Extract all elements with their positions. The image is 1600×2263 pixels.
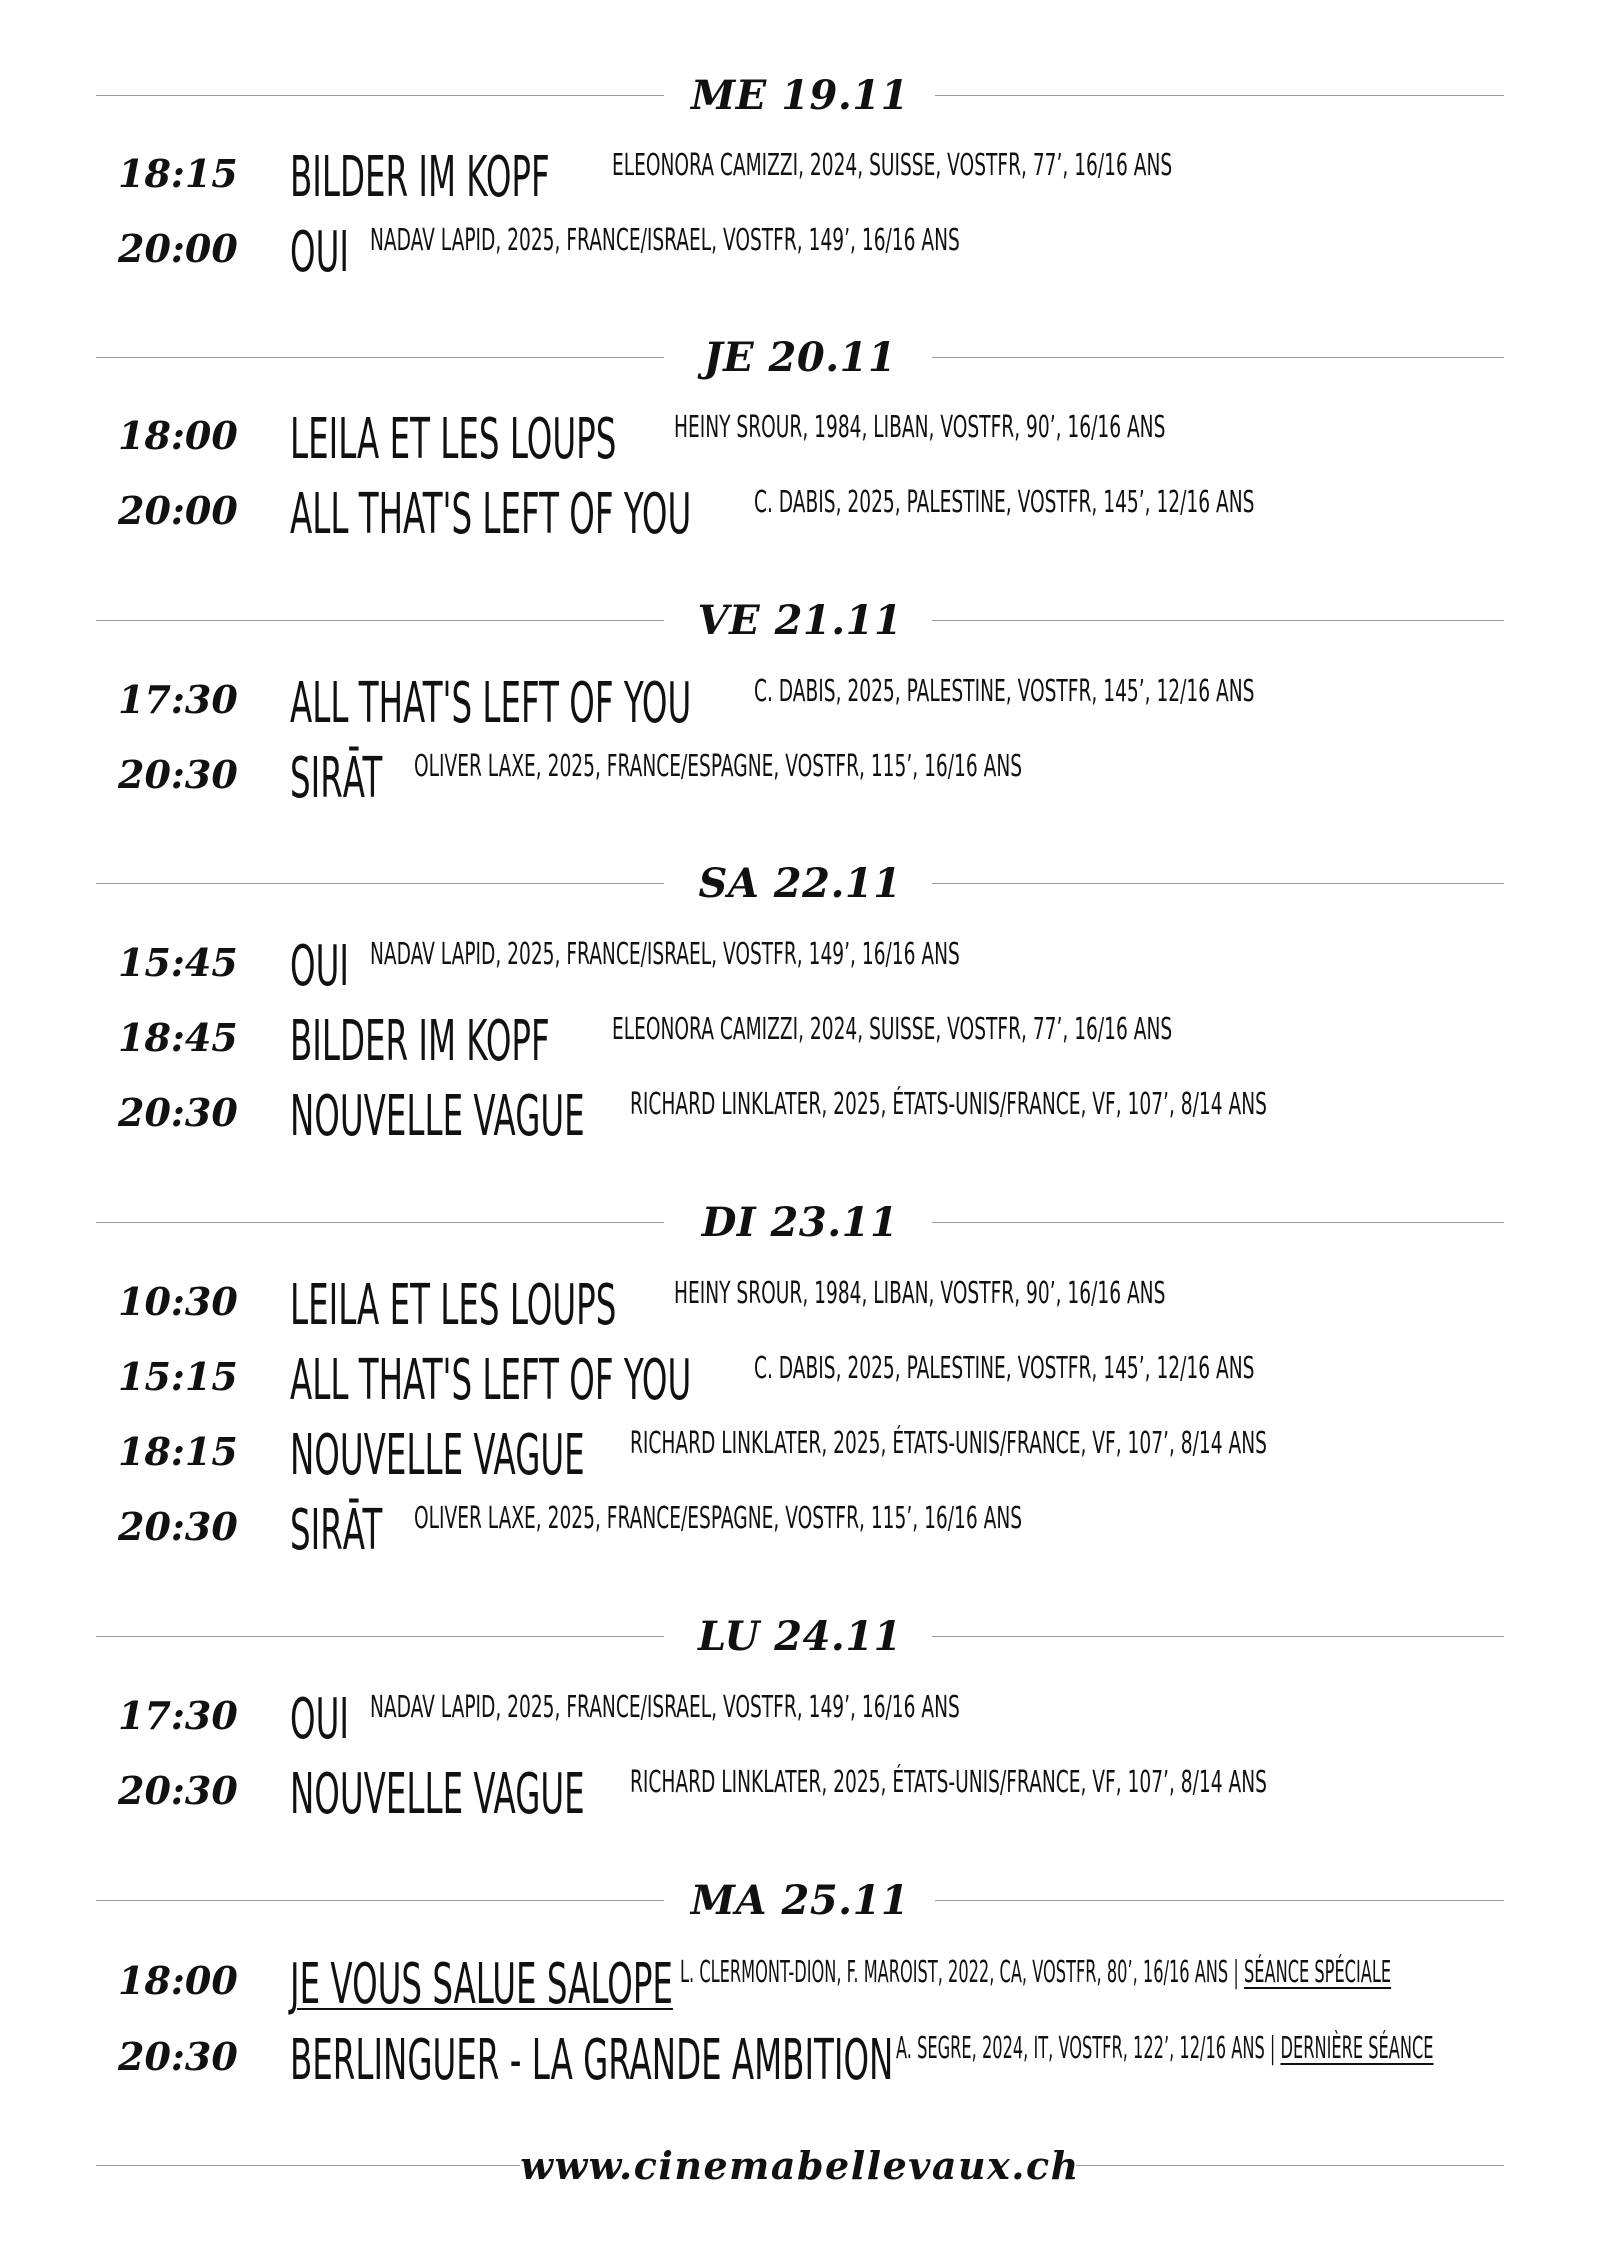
film-details: HEINY SROUR, 1984, LIBAN, VOSTFR, 90’, 16/16 ANS	[674, 410, 1166, 445]
screening-time: 18:15	[118, 1429, 238, 1474]
film-title[interactable]: OUI	[290, 1687, 349, 1752]
film-title[interactable]: JE VOUS SALUE SALOPE	[290, 1952, 673, 2017]
screening-row	[0, 935, 1600, 1007]
day-date: LU 24.11	[672, 1613, 928, 1660]
film-title[interactable]: BILDER IM KOPF	[290, 1009, 550, 1074]
screening-row	[0, 1763, 1600, 1835]
screening-time: 18:00	[118, 1958, 238, 2003]
film-title[interactable]: NOUVELLE VAGUE	[290, 1084, 585, 1149]
film-title[interactable]: NOUVELLE VAGUE	[290, 1762, 585, 1827]
film-details: C. DABIS, 2025, PALESTINE, VOSTFR, 145’, 12/16 ANS	[754, 1351, 1255, 1386]
film-details: NADAV LAPID, 2025, FRANCE/ISRAEL, VOSTFR, 149’, 16/16 ANS	[370, 937, 960, 972]
screening-time: 17:30	[118, 677, 238, 722]
screening-row	[0, 1499, 1600, 1571]
screening-time: 20:30	[118, 2034, 238, 2079]
screening-row	[0, 483, 1600, 555]
footer	[0, 2136, 1600, 2196]
screening-row	[0, 1274, 1600, 1346]
film-title[interactable]: ALL THAT'S LEFT OF YOU	[290, 482, 692, 547]
film-details: OLIVER LAXE, 2025, FRANCE/ESPAGNE, VOSTFR, 115’, 16/16 ANS	[414, 1501, 1023, 1536]
day-header	[0, 591, 1600, 651]
film-title[interactable]: OUI	[290, 934, 349, 999]
film-details: RICHARD LINKLATER, 2025, ÉTATS-UNIS/FRANCE, VF, 107’, 8/14 ANS	[630, 1765, 1267, 1800]
screening-row	[0, 1349, 1600, 1421]
screening-row	[0, 1085, 1600, 1157]
day-header	[0, 854, 1600, 914]
film-details: ELEONORA CAMIZZI, 2024, SUISSE, VOSTFR, 77’, 16/16 ANS	[612, 1012, 1173, 1047]
film-details: ELEONORA CAMIZZI, 2024, SUISSE, VOSTFR, 77’, 16/16 ANS	[612, 148, 1173, 183]
screening-time: 17:30	[118, 1693, 238, 1738]
screening-row	[0, 1424, 1600, 1496]
screening-time: 15:45	[118, 940, 238, 985]
film-title[interactable]: NOUVELLE VAGUE	[290, 1423, 585, 1488]
special-screening-link[interactable]: SÉANCE SPÉCIALE	[1243, 1955, 1392, 1990]
film-details: HEINY SROUR, 1984, LIBAN, VOSTFR, 90’, 16/16 ANS	[674, 1276, 1166, 1311]
screening-time: 20:30	[118, 1768, 238, 1813]
website-link[interactable]: www.cinemabellevaux.ch	[520, 2143, 1080, 2188]
film-title[interactable]: BILDER IM KOPF	[290, 145, 550, 210]
screening-time: 18:00	[118, 413, 238, 458]
screening-row	[0, 221, 1600, 293]
screening-time: 10:30	[118, 1279, 238, 1324]
screening-time: 18:15	[118, 151, 238, 196]
screening-row	[0, 146, 1600, 218]
day-date: ME 19.11	[665, 72, 935, 119]
screening-time: 20:30	[118, 1090, 238, 1135]
last-screening-link[interactable]: DERNIÈRE SÉANCE	[1280, 2031, 1434, 2066]
day-date: DI 23.11	[676, 1199, 925, 1246]
screening-time: 20:30	[118, 752, 238, 797]
film-title[interactable]: SIRĀT	[290, 1498, 383, 1563]
film-details: RICHARD LINKLATER, 2025, ÉTATS-UNIS/FRANCE, VF, 107’, 8/14 ANS	[630, 1087, 1267, 1122]
day-header	[0, 328, 1600, 388]
film-details: RICHARD LINKLATER, 2025, ÉTATS-UNIS/FRANCE, VF, 107’, 8/14 ANS	[630, 1426, 1267, 1461]
screening-time: 15:15	[118, 1354, 238, 1399]
film-title[interactable]: SIRĀT	[290, 746, 383, 811]
film-title[interactable]: LEILA ET LES LOUPS	[290, 1273, 617, 1338]
day-header	[0, 66, 1600, 126]
film-details	[896, 2031, 1434, 2067]
day-header	[0, 1607, 1600, 1667]
film-details: C. DABIS, 2025, PALESTINE, VOSTFR, 145’, 12/16 ANS	[754, 485, 1255, 520]
film-title[interactable]: LEILA ET LES LOUPS	[290, 407, 617, 472]
screening-row	[0, 1688, 1600, 1760]
screening-row	[0, 1010, 1600, 1082]
day-date: JE 20.11	[678, 334, 923, 381]
screening-time: 20:00	[118, 226, 238, 271]
film-details-text: A. SEGRE, 2024, IT, VOSTFR, 122’, 12/16 ANS |	[896, 2031, 1281, 2066]
screening-row	[0, 408, 1600, 480]
day-header	[0, 1871, 1600, 1931]
film-title[interactable]: ALL THAT'S LEFT OF YOU	[290, 671, 692, 736]
screening-row	[0, 747, 1600, 819]
film-details	[680, 1955, 1391, 1991]
film-title[interactable]: BERLINGUER - LA GRANDE AMBITION	[290, 2028, 894, 2093]
screening-row	[0, 672, 1600, 744]
screening-time: 20:30	[118, 1504, 238, 1549]
day-header	[0, 1193, 1600, 1253]
day-date: SA 22.11	[672, 860, 927, 907]
film-title[interactable]: OUI	[290, 220, 349, 285]
screening-row	[0, 2029, 1600, 2101]
screening-time: 18:45	[118, 1015, 238, 1060]
day-date: MA 25.11	[665, 1877, 936, 1924]
film-details: NADAV LAPID, 2025, FRANCE/ISRAEL, VOSTFR, 149’, 16/16 ANS	[370, 223, 960, 258]
film-details: C. DABIS, 2025, PALESTINE, VOSTFR, 145’, 12/16 ANS	[754, 674, 1255, 709]
film-details: NADAV LAPID, 2025, FRANCE/ISRAEL, VOSTFR, 149’, 16/16 ANS	[370, 1690, 960, 1725]
screening-row	[0, 1953, 1600, 2025]
day-date: VE 21.11	[672, 597, 929, 644]
screening-time: 20:00	[118, 488, 238, 533]
film-details: OLIVER LAXE, 2025, FRANCE/ESPAGNE, VOSTFR, 115’, 16/16 ANS	[414, 749, 1023, 784]
film-details-text: L. CLERMONT-DION, F. MAROIST, 2022, CA, VOSTFR, 80’, 16/16 ANS |	[680, 1955, 1244, 1990]
film-title[interactable]: ALL THAT'S LEFT OF YOU	[290, 1348, 692, 1413]
